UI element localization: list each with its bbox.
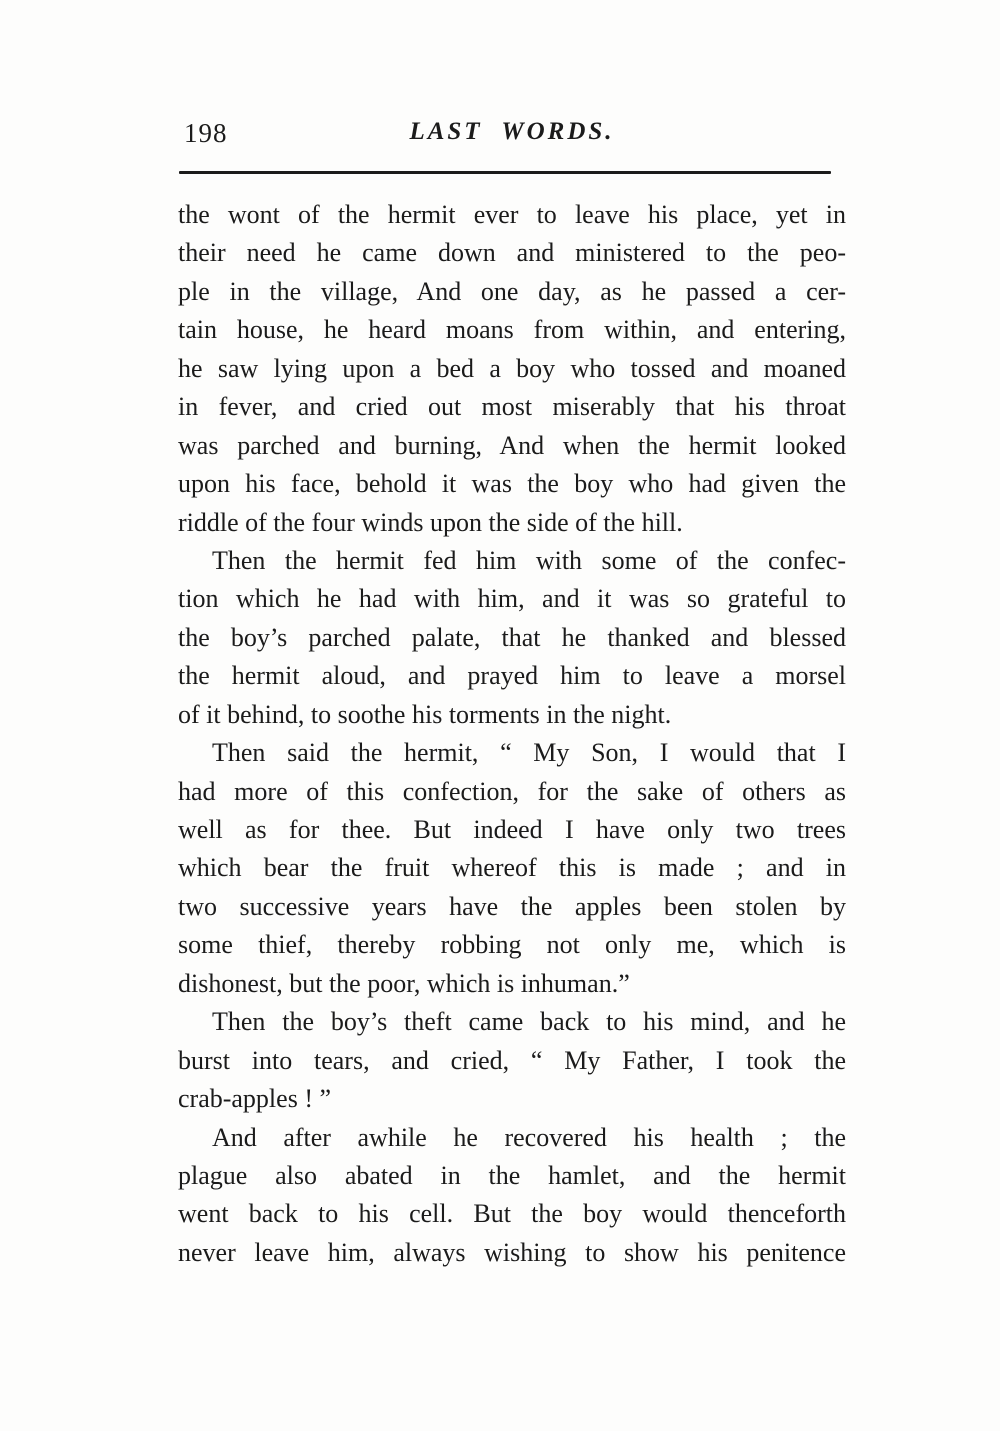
page-number: 198 xyxy=(184,118,228,148)
text-line: crab-apples ! ” xyxy=(178,1084,332,1114)
paragraph xyxy=(178,734,846,1003)
text-line: the hermit aloud, and prayed him to leave a morsel xyxy=(178,661,846,691)
text-line: Then the hermit fed him with some of the confec- xyxy=(212,545,846,575)
text-line: the boy’s parched palate, that he thanked and blessed xyxy=(178,622,846,652)
header-rule xyxy=(179,171,831,174)
text-line: burst into tears, and cried, “ My Father, I took the xyxy=(178,1045,846,1075)
text-line: went back to his cell. But the boy would thenceforth xyxy=(178,1199,846,1229)
text-line: was parched and burning, And when the hermit looked xyxy=(178,430,846,460)
text-line: tain house, he heard moans from within, and entering, xyxy=(178,315,846,345)
text-line: upon his face, behold it was the boy who had given the xyxy=(178,469,846,499)
text-line: in fever, and cried out most miserably that his throat xyxy=(178,392,846,422)
paragraph xyxy=(178,542,846,734)
body-text xyxy=(178,196,846,1272)
paragraph xyxy=(178,1119,846,1273)
text-line: never leave him, always wishing to show his penitence xyxy=(178,1237,846,1267)
text-line: Then said the hermit, “ My Son, I would that I xyxy=(212,738,846,768)
text-line: their need he came down and ministered to the peo- xyxy=(178,238,846,268)
page-header xyxy=(178,116,846,150)
text-line: And after awhile he recovered his health ; the xyxy=(212,1122,846,1152)
text-line: of it behind, to soothe his torments in the night. xyxy=(178,699,672,729)
text-line: had more of this confection, for the sake of others as xyxy=(178,776,846,806)
text-line: he saw lying upon a bed a boy who tossed and moaned xyxy=(178,353,846,383)
text-line: plague also abated in the hamlet, and the hermit xyxy=(178,1160,846,1190)
text-line: some thief, thereby robbing not only me, which is xyxy=(178,930,846,960)
text-line: riddle of the four winds upon the side of the hill. xyxy=(178,507,683,537)
paragraph xyxy=(178,1003,846,1118)
text-line: Then the boy’s theft came back to his mind, and he xyxy=(212,1007,846,1037)
text-line: ple in the village, And one day, as he passed a cer- xyxy=(178,276,846,306)
text-line: tion which he had with him, and it was so grateful to xyxy=(178,584,846,614)
text-line: dishonest, but the poor, which is inhuman.” xyxy=(178,968,630,998)
paragraph xyxy=(178,196,846,542)
text-line: well as for thee. But indeed I have only two trees xyxy=(178,815,846,844)
text-line: which bear the fruit whereof this is made ; and in xyxy=(178,853,846,883)
running-header-title: LAST WORDS. xyxy=(409,118,615,145)
text-line: two successive years have the apples been stolen by xyxy=(178,891,846,921)
text-line: the wont of the hermit ever to leave his place, yet in xyxy=(178,200,846,229)
